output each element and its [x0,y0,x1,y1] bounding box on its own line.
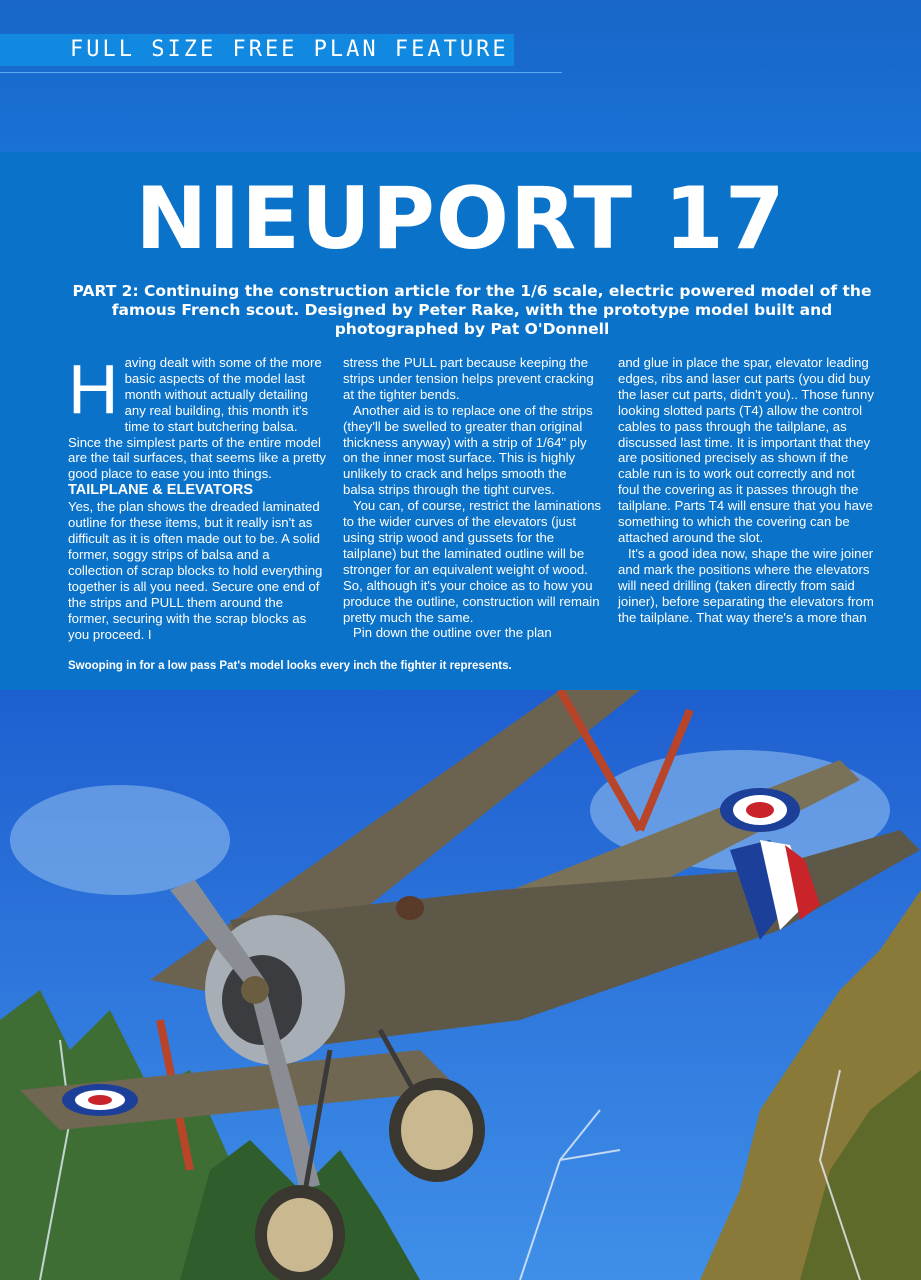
cloud [10,785,230,895]
article-title: NIEUPORT 17 [135,169,786,269]
article-subtitle: PART 2: Continuing the construction article for the 1/6 scale, electric powered model of the famous French scout. Designed by Peter Rake, with the prototype model built and photographed by Pat O'Donnell [72,282,872,338]
paragraph: Another aid is to replace one of the strips (they'll be swelled to greater than original thickness anyway) with a strip of 1/64" ply on the inner most surface. This is highly unlikely to crack and helps smooth the balsa strips through the tight curves. [343,402,593,498]
paragraph: stress the PULL part because keeping the strips under tension helps prevent cracking at the tighter bends. [343,355,594,402]
aircraft-photo [0,690,921,1280]
text-column-3 [618,355,876,625]
divider [0,72,562,73]
pilot-head [396,896,424,920]
propeller-hub [241,976,269,1004]
text-column-2 [343,355,601,641]
section-heading: TAILPLANE & ELEVATORS [68,482,254,499]
drop-cap: H [68,350,119,428]
paragraph: and glue in place the spar, elevator leading edges, ribs and laser cut parts (you did buy the laser cut parts, didn't you).. Those funny looking slotted parts (T4) allow the control cables to pass through the tailplane, as discussed last time. It is important that they are positioned precisely as shown if the cable run is to work out correctly and not foul the covering as it passes through the tailplane. Parts T4 will ensure that you have something to which the covering can be attached around the slot. [618,355,874,545]
biplane-illustration [0,690,921,1280]
intro-paragraph: aving dealt with some of the more basic aspects of the model last month without actually detailing any real building, this month it's time to start butchering balsa. Since the simplest parts of the entire model are the tail surfaces, that seems like a pretty good place to ease you into things. [68,355,327,482]
section-paragraph: Yes, the plan shows the dreaded laminated outline for these items, but it really isn't as difficult as it is often made out to be. A solid former, soggy strips of balsa and a collection of scrap blocks to hold everything together is all you need. Secure one end of the strips and PULL them around the former, securing with the scrap blocks as you proceed. I [68,499,323,642]
photo-caption: Swooping in for a low pass Pat's model looks every inch the fighter it represents. [68,660,512,672]
text-column-1 [68,350,327,642]
paragraph: Pin down the outline over the plan [353,625,552,641]
paragraph: It's a good idea now, shape the wire joiner and mark the positions where the elevators will need drilling (taken directly from said joiner), before separating the elevators from the tailplane. That way there's a more than [618,545,874,625]
feature-tag: FULL SIZE FREE PLAN FEATURE [0,34,514,66]
paragraph: You can, of course, restrict the laminations to the wider curves of the elevators (just using strip wood and gussets for the tailplane) but the laminated outline will be stronger for an equivalent weight of wood. So, although it's your choice as to how you produce the outline, construction will remain pretty much the same. [343,498,602,625]
header-band [0,0,921,152]
